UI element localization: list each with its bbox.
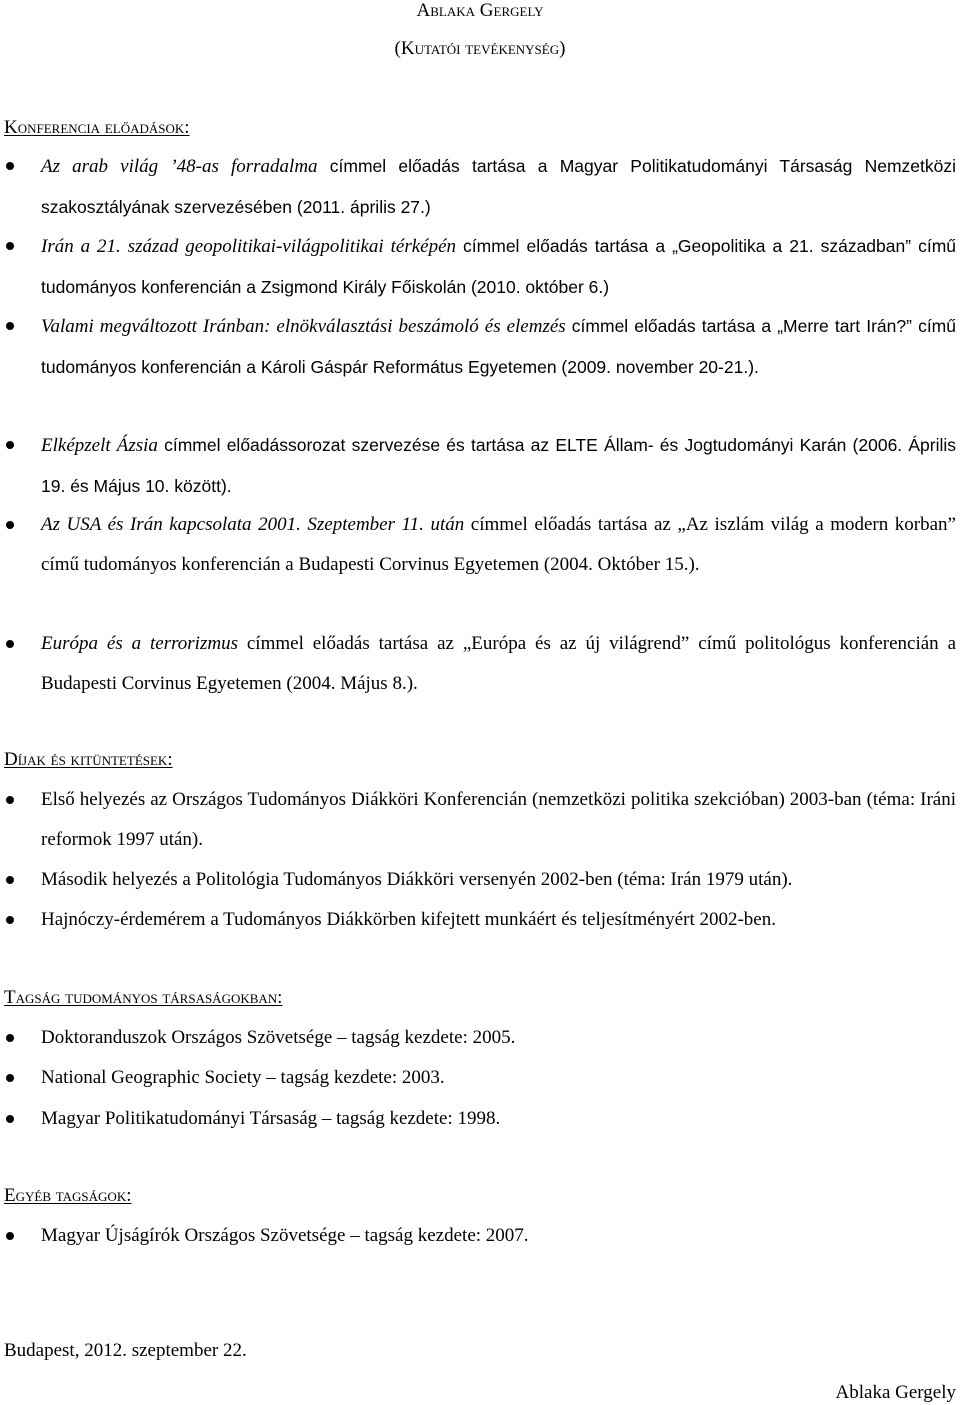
- conference-item: [41, 146, 956, 228]
- conference-title: Az USA és Irán kapcsolata 2001. Szeptember 11. után: [41, 514, 465, 535]
- conference-item: [41, 226, 956, 308]
- award-item: Második helyezés a Politológia Tudományos Diákköri versenyén 2002-ben (téma: Irán 1979 után).: [41, 869, 793, 890]
- bullet-icon: [6, 640, 14, 648]
- conference-description: címmel előadás tartása a Magyar Politikatudományi Társaság Nemzetközi szakosztályának szervezésében (2011. április 27.): [41, 156, 957, 217]
- conference-item: [41, 624, 956, 704]
- conference-description: címmel előadás tartása a „Merre tart Irán?” című tudományos konferencián a Károli Gáspár Református Egyetemen (2009. november 20-21.).: [41, 316, 956, 377]
- conference-description: címmel előadás tartása a „Geopolitika a 21. században” című tudományos konferencián a Zsigmond Király Főiskolán (2010. október 6.): [41, 236, 957, 297]
- conference-description: címmel előadás tartása az „Az iszlám világ a modern korban” című tudományos konferencián a Budapesti Corvinus Egyetemen (2004. Október 15.).: [41, 514, 956, 575]
- bullet-icon: [6, 521, 14, 529]
- bullet-icon: [6, 1115, 14, 1123]
- section-heading-other: Egyéb tagságok:: [4, 1185, 132, 1206]
- award-item: Első helyezés az Országos Tudományos Diákköri Konferencián (nemzetközi politika szekcióban) 2003-ban (téma: Iráni reformok 1997 után).: [41, 789, 956, 850]
- bullet-icon: [6, 441, 14, 449]
- section-heading-memberships: Tagság tudományos társaságokban:: [4, 987, 283, 1008]
- bullet-icon: [6, 876, 14, 884]
- author-name: Ablaka Gergely: [416, 0, 544, 21]
- membership-item: Magyar Politikatudományi Társaság – tagság kezdete: 1998.: [41, 1108, 501, 1129]
- bullet-icon: [6, 1232, 14, 1240]
- section-heading-awards: Díjak és kitüntetések:: [4, 749, 173, 770]
- conference-title: Az arab világ ’48-as forradalma: [41, 156, 318, 177]
- document-subtitle: (Kutatói tevékenység): [394, 38, 566, 59]
- bullet-icon: [6, 1074, 14, 1082]
- membership-item: National Geographic Society – tagság kezdete: 2003.: [41, 1067, 445, 1088]
- conference-item: [41, 306, 956, 388]
- conference-title: Európa és a terrorizmus: [41, 633, 238, 654]
- place-and-date: Budapest, 2012. szeptember 22.: [4, 1340, 247, 1361]
- conference-description: címmel előadássorozat szervezése és tartása az ELTE Állam- és Jogtudományi Karán (2006. Április 19. és Május 10. között).: [41, 435, 957, 496]
- signature: Ablaka Gergely: [835, 1382, 956, 1403]
- bullet-icon: [6, 162, 14, 170]
- bullet-icon: [6, 916, 14, 924]
- conference-item: [41, 425, 956, 507]
- section-heading-conferences: Konferencia előadások:: [4, 117, 190, 138]
- bullet-icon: [6, 796, 14, 804]
- membership-item: Doktoranduszok Országos Szövetsége – tagság kezdete: 2005.: [41, 1027, 516, 1048]
- conference-title: Elképzelt Ázsia: [41, 435, 158, 456]
- award-item: Hajnóczy-érdemérem a Tudományos Diákkörben kifejtett munkáért és teljesítményért 2002-ben.: [41, 909, 776, 930]
- other-membership-item: Magyar Újságírók Országos Szövetsége – tagság kezdete: 2007.: [41, 1225, 529, 1246]
- bullet-icon: [6, 1034, 14, 1042]
- conference-item: [41, 505, 956, 585]
- conference-title: Valami megváltozott Iránban: elnökválasztási beszámoló és elemzés: [41, 316, 566, 337]
- bullet-icon: [6, 242, 14, 250]
- bullet-icon: [6, 322, 14, 330]
- conference-description: címmel előadás tartása az „Európa és az új világrend” című politológus konferencián a Budapesti Corvinus Egyetemen (2004. Május 8.).: [41, 633, 957, 694]
- conference-title: Irán a 21. század geopolitikai-világpolitikai térképén: [41, 236, 457, 257]
